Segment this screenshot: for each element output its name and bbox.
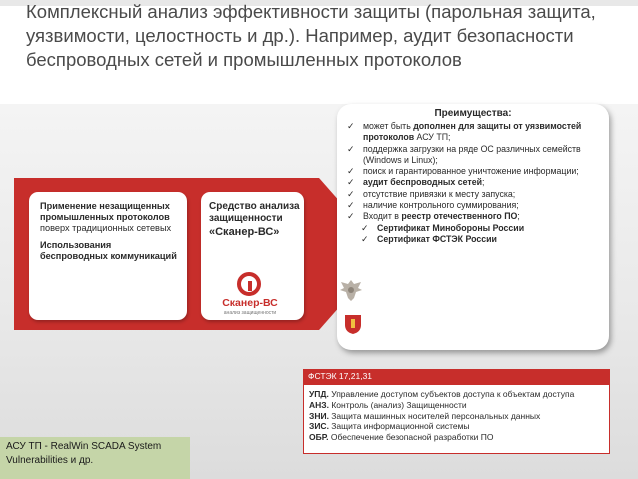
check-icon: ✓ [361, 222, 369, 233]
problem-wireless: Использования беспроводных коммуникаций [40, 239, 177, 261]
list-item: ✓ отсутствие привязки к месту запуска; [347, 188, 516, 199]
problem-protocols [40, 201, 180, 235]
list-item: ✓ аудит беспроводных сетей; [347, 177, 485, 188]
advantages-title: Преимущества: [434, 108, 512, 119]
problem-protocols-rest: поверх традиционных сетевых [40, 223, 172, 234]
advantages-list [347, 121, 607, 245]
list-item: ✓ наличие контрольного суммирования; [347, 200, 519, 211]
tool-description: Средство анализа защищенности [209, 201, 300, 224]
fstek-row: ОБР. Обеспечение безопасной разработки ПО [309, 432, 494, 443]
check-icon: ✓ [347, 143, 355, 154]
fstek-row: УПД. Управление доступом субъектов доступа к объектам доступа [309, 389, 575, 399]
russian-eagle-emblem-icon [337, 277, 365, 303]
fstek-body [303, 384, 610, 454]
tool-box-text [209, 201, 301, 239]
fstek-shield-emblem-icon [344, 313, 362, 335]
list-item: ✓ поиск и гарантированное уничтожение информации; [347, 166, 579, 177]
scada-note: АСУ ТП - RealWin SCADA System Vulnerabilities и др. [0, 437, 190, 479]
list-item: ✓ может быть дополнен для защиты от уязвимостей протоколов АСУ ТП; [347, 121, 582, 143]
list-item: ✓ Входит в реестр отечественного ПО; [347, 211, 520, 222]
check-icon: ✓ [347, 188, 355, 199]
list-item-sub: ✓ Сертификат Минобороны России [361, 222, 525, 233]
scanner-vs-logo [210, 272, 290, 316]
tool-name: «Сканер-ВС» [209, 226, 280, 238]
fstek-header: ФСТЭК 17,21,31 [303, 369, 610, 384]
slide-title: Комплексный анализ эффективности защиты (парольная защита, уязвимости, целостность и др.). Например, аудит безопасности беспроводных сетей и промышленных протоколов [26, 1, 596, 70]
fstek-row: ЗИС. Защита информационной системы [309, 421, 470, 432]
fstek-row: ЗНИ. Защита машинных носителей персональных данных [309, 410, 541, 421]
fstek-row: АНЗ. Контроль (анализ) Защищенности [309, 399, 467, 410]
problem-protocols-bold: Применение незащищенных промышленных протоколов [40, 201, 170, 223]
list-item-sub: ✓ Сертификат ФСТЭК России [361, 233, 497, 244]
check-icon: ✓ [347, 211, 355, 222]
scanner-logo-mark-icon [237, 272, 261, 296]
check-icon: ✓ [347, 200, 355, 211]
check-icon: ✓ [347, 177, 355, 188]
check-icon: ✓ [347, 166, 355, 177]
logo-name: Сканер-ВС [222, 297, 278, 309]
check-icon: ✓ [347, 121, 355, 131]
list-item: ✓ поддержка загрузки на ряде ОС различных семейств (Windows и Linux); [347, 143, 581, 165]
problem-box-text [40, 201, 180, 262]
logo-tagline: анализ защищенности [223, 310, 277, 316]
check-icon: ✓ [361, 233, 369, 244]
